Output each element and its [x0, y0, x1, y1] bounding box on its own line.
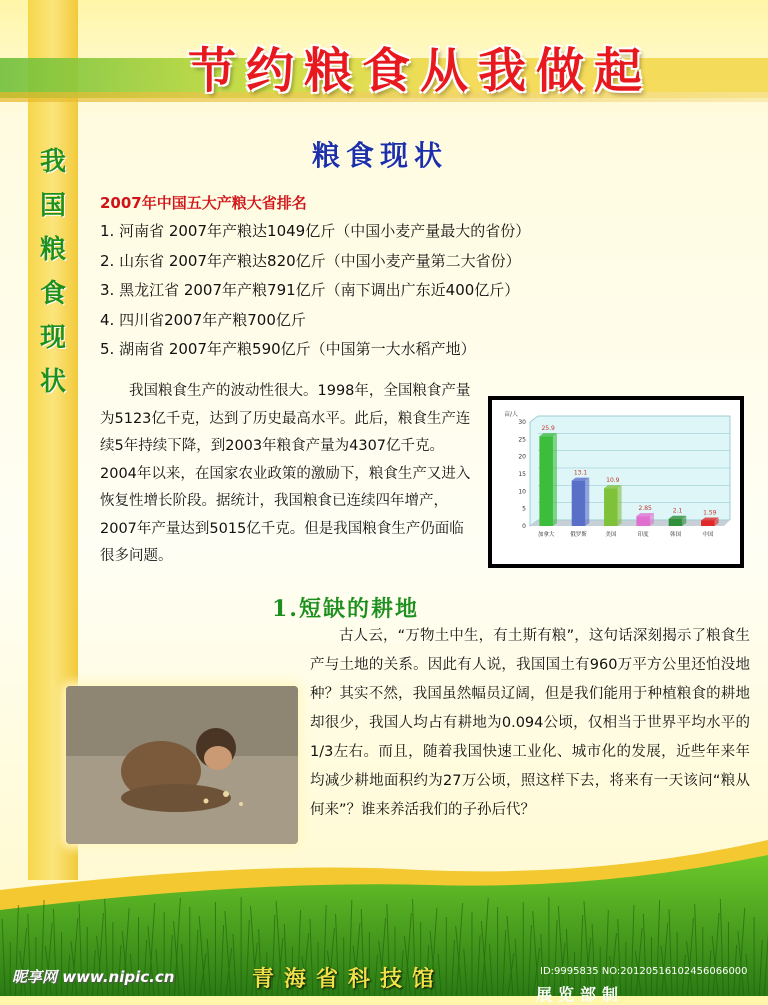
- chart-y-axis-label: 亩/人: [504, 411, 519, 418]
- ranking-item: 3. 黑龙江省 2007年产粮791亿斤（南下调出广东近400亿斤）: [100, 281, 520, 299]
- chart-data-label: 10.9: [606, 477, 620, 485]
- side-label: [28, 140, 78, 404]
- chart-x-tick-label: 加拿大: [537, 532, 555, 538]
- chart-floor: [530, 520, 730, 526]
- chart-data-label: 13.1: [573, 469, 588, 477]
- chart-x-tick-label: 俄罗斯: [570, 532, 587, 538]
- chart-data-label: 25.9: [541, 425, 555, 433]
- chart-y-tick-label: 15: [518, 471, 526, 478]
- chart-y-tick-label: 20: [518, 453, 526, 461]
- chart-x-tick-label: 美国: [605, 532, 617, 538]
- ranking-item: 1. 河南省 2007年产粮达1049亿斤（中国小麦产量最大的省份）: [100, 222, 531, 240]
- ranking-item: 5. 湖南省 2007年产粮590亿斤（中国第一大水稻产地）: [100, 340, 476, 358]
- chart-frame: [488, 396, 744, 568]
- side-label-char: 现: [39, 323, 66, 353]
- ranking-item: 2. 山东省 2007年产粮达820亿斤（中国小麦产量第二大省份）: [100, 251, 521, 270]
- side-label-char: 粮: [39, 235, 66, 265]
- chart-x-tick-label: 中国: [702, 532, 714, 538]
- main-title: 节约粮食从我做起: [187, 43, 652, 99]
- footer-organization: 青海省科技馆: [252, 967, 445, 992]
- chart-bar-side: [618, 485, 622, 526]
- farmland-per-capita-chart: [492, 400, 740, 564]
- chart-y-tick-label: 25: [518, 436, 526, 444]
- chart-y-tick-label: 30: [518, 419, 526, 426]
- chart-x-tick-label: 韩国: [669, 532, 682, 538]
- chart-bar-side: [553, 433, 557, 526]
- chart-data-label: 1.59: [703, 509, 717, 517]
- ranking-title: 2007年中国五大产粮大省排名: [100, 194, 307, 212]
- chart-plot-area: [530, 416, 730, 526]
- chart-bar: [701, 520, 715, 526]
- chart-bar: [539, 436, 553, 526]
- chart-y-tick-label: 5: [522, 505, 526, 513]
- sub-title: 粮食现状: [311, 139, 448, 172]
- chart-bar: [636, 516, 650, 526]
- chart-y-tick-label: 10: [518, 488, 526, 496]
- footer-id: ID:9995835 NO:20120516102456066000: [540, 966, 748, 977]
- chart-panel: [492, 400, 740, 564]
- section-heading: 1.短缺的耕地: [272, 596, 419, 622]
- chart-bar: [604, 488, 618, 526]
- chart-data-label: 2.1: [672, 507, 683, 515]
- farmland-paragraph: 古人云，“万物土中生，有土斯有粮”，这句话深刻揭示了粮食生产与土地的关系。因此有人说，我国国土有960万平方公里还怕没地种？其实不然，我国虽然幅员辽阔，但是我们能用于种植粮食的耕地却很少，我国人均占有耕地为0.094公顷，仅相当于世界平均水平的1/3左右。而且，随着我国快速工业化、城市化的发展，近些年来年均减少耕地面积约为27万公顷，照这样下去，将来有一天该问“粮从何来”？谁来养活我们的子孙后代？: [310, 628, 750, 818]
- child-photo: [66, 686, 298, 844]
- chart-y-tick-label: 0: [522, 523, 526, 530]
- grain-production-paragraph: 我国粮食生产的波动性很大。1998年，全国粮食产量为5123亿千克，达到了历史最高水平。此后，粮食生产连续5年持续下降，到2003年粮食产量为4307亿千克。2004年以来，在国家农业政策的激励下，粮食生产又进入恢复性增长阶段。据统计，我国粮食已连续四年增产，2007年产量达到5015亿千克。但是我国粮食生产仍面临很多问题。: [100, 383, 471, 564]
- chart-x-tick-label: 印度: [637, 532, 649, 538]
- side-label-char: 我: [39, 147, 66, 177]
- watermark: 昵享网 www.nipic.cn: [12, 968, 175, 986]
- side-label-char: 食: [39, 279, 66, 309]
- side-label-char: 国: [39, 191, 66, 221]
- chart-bar-side: [585, 478, 589, 526]
- side-label-char: 状: [39, 367, 66, 397]
- child-photo-illustration: [66, 686, 298, 844]
- chart-data-label: 2.85: [638, 505, 652, 513]
- footer-department: 展览部制: [536, 985, 625, 1004]
- chart-bar: [572, 481, 586, 526]
- ranking-item: 4. 四川省2007年产粮700亿斤: [100, 310, 306, 329]
- chart-bar: [669, 519, 683, 526]
- ranking-list: [100, 220, 530, 368]
